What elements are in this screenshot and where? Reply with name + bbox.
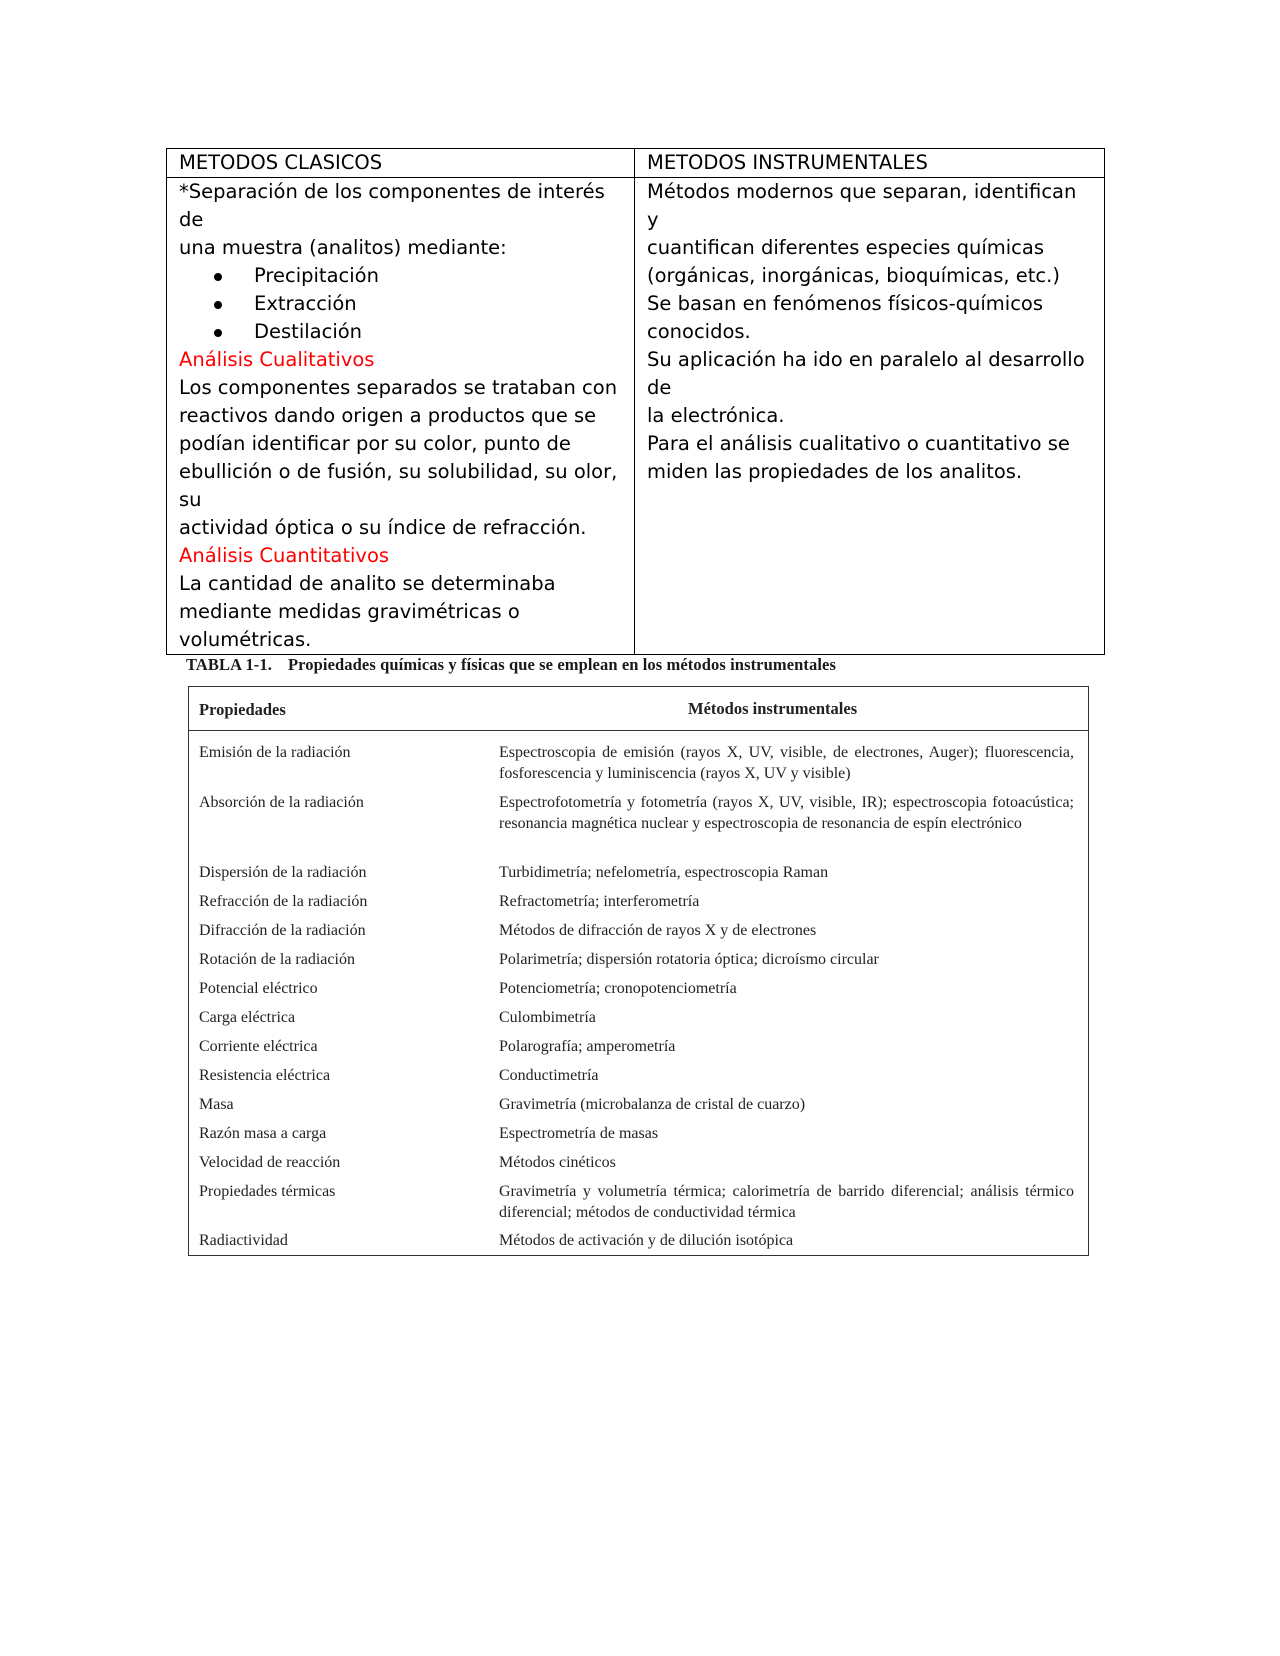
table-caption-number: TABLA 1-1. xyxy=(186,655,272,674)
qualitative-line: podían identificar por su color, punto de xyxy=(179,432,571,455)
property-cell: Masa xyxy=(199,1096,234,1113)
property-cell: Velocidad de reacción xyxy=(199,1154,341,1171)
qualitative-line: Los componentes separados se trataban con xyxy=(179,376,618,399)
instrumental-methods-header: METODOS INSTRUMENTALES xyxy=(635,149,1105,178)
methods-cell: Métodos cinéticos xyxy=(499,1154,616,1171)
methods-cell: Culombimetría xyxy=(499,1009,596,1026)
property-cell: Dispersión de la radiación xyxy=(199,864,367,881)
comparison-table xyxy=(166,148,1105,655)
methods-cell: Refractometría; interferometría xyxy=(499,893,700,910)
property-cell: Emisión de la radiación xyxy=(199,744,351,761)
instrumental-line: conocidos. xyxy=(647,320,751,343)
qualitative-line: reactivos dando origen a productos que se xyxy=(179,404,597,427)
properties-methods-table xyxy=(188,686,1089,1256)
property-cell: Corriente eléctrica xyxy=(199,1038,318,1055)
classic-methods-header: METODOS CLASICOS xyxy=(167,149,635,178)
instrumental-methods-cell xyxy=(635,178,1105,655)
classic-methods-cell xyxy=(167,178,635,655)
table-caption xyxy=(186,655,1106,675)
property-cell: Propiedades térmicas xyxy=(199,1183,336,1200)
methods-cell: Polarografía; amperometría xyxy=(499,1038,676,1055)
comparison-body-row xyxy=(167,178,1105,655)
list-item-distillation: Destilación xyxy=(179,318,624,346)
separation-methods-list xyxy=(179,262,624,346)
quantitative-line: mediante medidas gravimétricas o xyxy=(179,600,520,623)
property-cell: Refracción de la radiación xyxy=(199,893,368,910)
methods-cell: Potenciometría; cronopotenciometría xyxy=(499,980,737,997)
property-cell: Difracción de la radiación xyxy=(199,922,366,939)
instrumental-line: cuantifican diferentes especies químicas xyxy=(647,236,1044,259)
quantitative-line: volumétricas. xyxy=(179,628,312,651)
methods-cell: Polarimetría; dispersión rotatoria óptica; dicroísmo circular xyxy=(499,951,879,968)
methods-cell: Conductimetría xyxy=(499,1067,599,1084)
classic-intro-line: *Separación de los componentes de interés de xyxy=(179,180,605,231)
property-cell: Rotación de la radiación xyxy=(199,951,355,968)
header-instrumental-methods: Métodos instrumentales xyxy=(688,699,858,718)
methods-cell: Espectrofotometría y fotometría (rayos X, UV, visible, IR); espectroscopia fotoacústica; resonancia magnética nuclear y espectroscopia de resonancia de espín electrónico xyxy=(499,794,1074,832)
methods-cell: Métodos de activación y de dilución isotópica xyxy=(499,1232,794,1249)
methods-cell: Espectroscopia de emisión (rayos X, UV, visible, de electrones, Auger); fluorescencia, fosforescencia y luminiscencia (rayos X, UV y visible) xyxy=(499,744,1074,782)
methods-cell: Gravimetría y volumetría térmica; calorimetría de barrido diferencial; análisis térmico diferencial; métodos de conductividad térmica xyxy=(499,1183,1074,1221)
instrumental-line: Se basan en fenómenos físicos-químicos xyxy=(647,292,1043,315)
qualitative-line: actividad óptica o su índice de refracción. xyxy=(179,516,587,539)
property-cell: Razón masa a carga xyxy=(199,1125,327,1142)
methods-cell: Espectrometría de masas xyxy=(499,1125,659,1142)
methods-cell: Turbidimetría; nefelometría, espectroscopia Raman xyxy=(499,864,829,881)
qualitative-line: ebullición o de fusión, su solubilidad, su olor, su xyxy=(179,460,618,511)
header-properties: Propiedades xyxy=(199,700,286,719)
methods-cell: Gravimetría (microbalanza de cristal de cuarzo) xyxy=(499,1096,806,1113)
property-cell: Absorción de la radiación xyxy=(199,794,364,811)
qualitative-analysis-heading: Análisis Cualitativos xyxy=(179,348,375,371)
instrumental-line: Su aplicación ha ido en paralelo al desarrollo de xyxy=(647,348,1085,399)
instrumental-line: miden las propiedades de los analitos. xyxy=(647,460,1023,483)
list-item-precipitation: Precipitación xyxy=(179,262,624,290)
property-cell: Potencial eléctrico xyxy=(199,980,318,997)
quantitative-analysis-heading: Análisis Cuantitativos xyxy=(179,544,390,567)
property-cell: Carga eléctrica xyxy=(199,1009,296,1026)
quantitative-line: La cantidad de analito se determinaba xyxy=(179,572,556,595)
instrumental-line: Para el análisis cualitativo o cuantitativo se xyxy=(647,432,1070,455)
instrumental-line: Métodos modernos que separan, identifican y xyxy=(647,180,1077,231)
list-item-extraction: Extracción xyxy=(179,290,624,318)
instrumental-line: (orgánicas, inorgánicas, bioquímicas, etc.) xyxy=(647,264,1060,287)
methods-cell: Métodos de difracción de rayos X y de electrones xyxy=(499,922,817,939)
property-cell: Radiactividad xyxy=(199,1232,288,1249)
table-header-row xyxy=(189,687,1088,731)
table-caption-text: Propiedades químicas y físicas que se emplean en los métodos instrumentales xyxy=(287,655,837,674)
instrumental-line: la electrónica. xyxy=(647,404,785,427)
property-cell: Resistencia eléctrica xyxy=(199,1067,331,1084)
comparison-header-row xyxy=(167,149,1105,178)
classic-intro-line: una muestra (analitos) mediante: xyxy=(179,236,507,259)
